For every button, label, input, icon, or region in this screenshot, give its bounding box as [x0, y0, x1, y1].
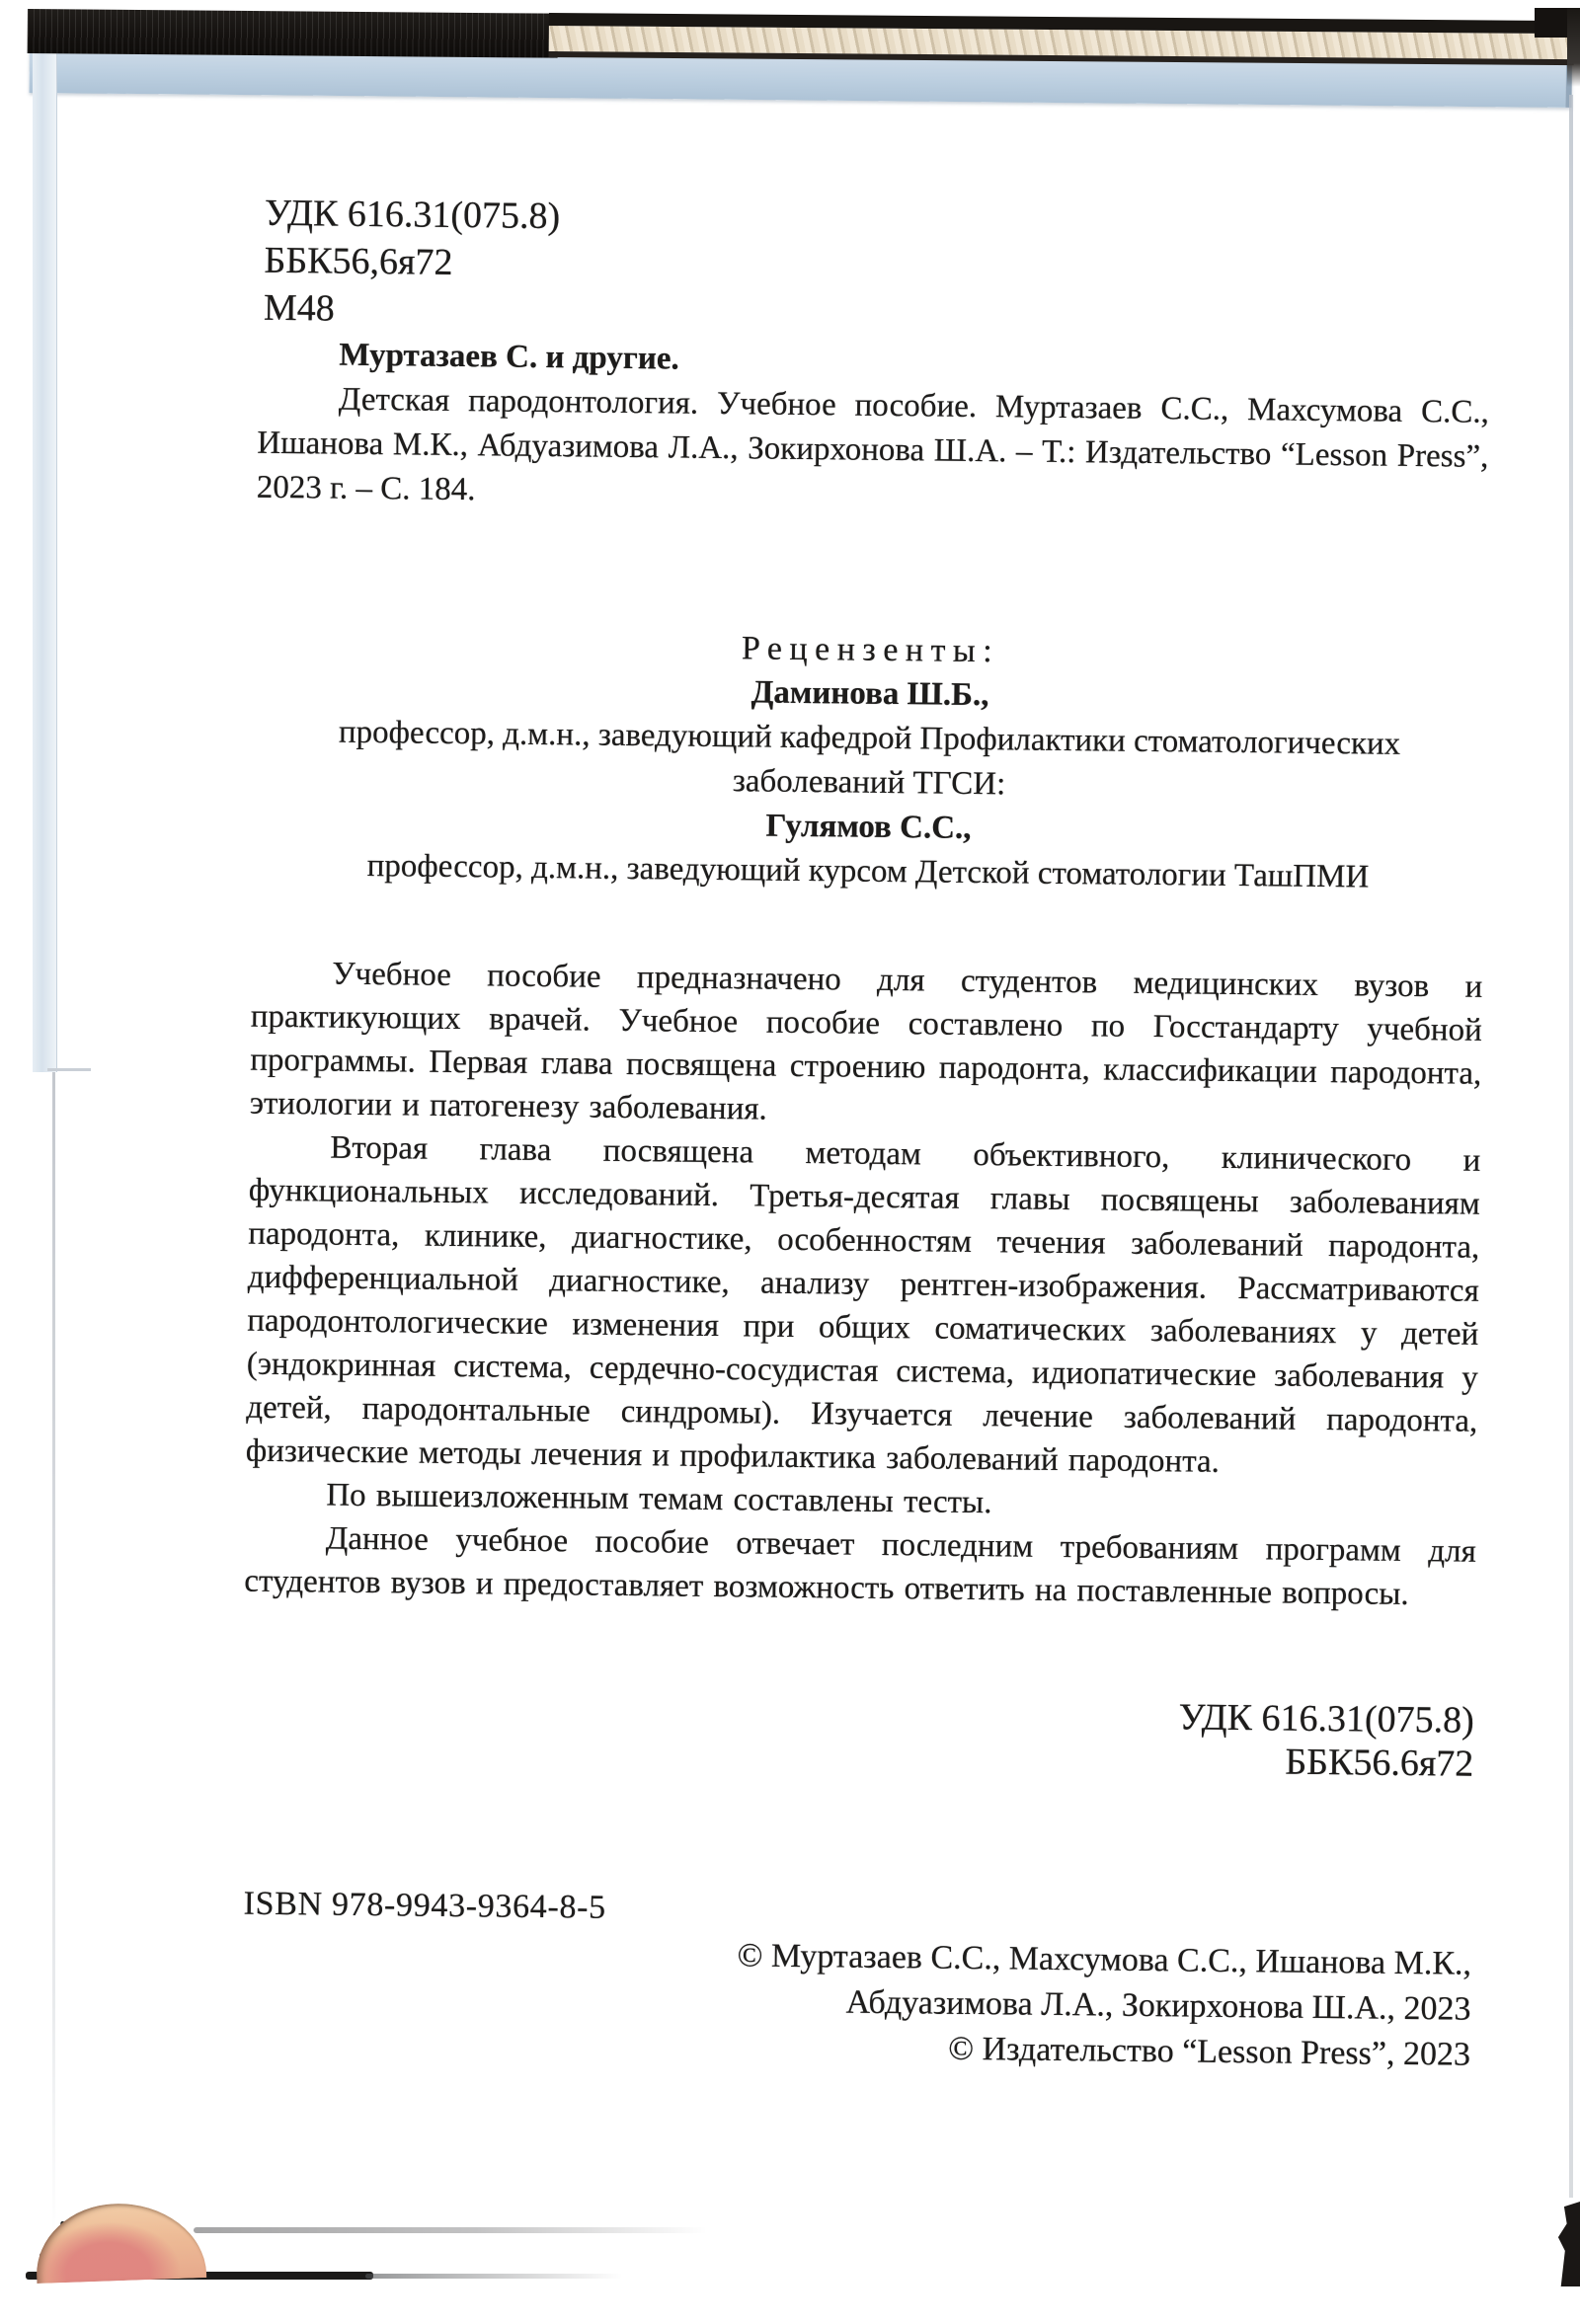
reviewer-name: Даминова Ш.Б., [750, 674, 989, 714]
classification-codes [264, 190, 957, 340]
bbk-code: ББК56,6я72 [264, 239, 453, 283]
reviewer-name: Гулямов С.С., [765, 808, 972, 846]
bbk-code-footer: ББК56.6я72 [1285, 1741, 1474, 1785]
copyright-line: © Издательство “Lesson Press”, 2023 [948, 2030, 1471, 2073]
annotation-paragraph: Учебное пособие предназначено для студентов медицинских вузов и практикующих врачей. Учебное пособие составлено по Госстандарту учебной программы. Первая глава посвящена строению пародонта, классификации пародонта, этиологии и патогенезу заболевания. [249, 956, 1483, 1127]
bibliographic-entry [257, 333, 1490, 524]
reviewers-heading: Рецензенты: [741, 630, 1000, 670]
copyright-section [239, 1928, 1471, 2078]
author-code: М48 [263, 286, 335, 330]
authors-line: Муртазаев С. и другие. [339, 337, 679, 377]
annotation-paragraph: Данное учебное пособие отвечает последним требованиям программ для студентов вузов и предоставляет возможность ответить на поставленные вопросы. [244, 1520, 1476, 1613]
classification-codes-footer [242, 1685, 1474, 1786]
annotation-paragraph: По вышеизложенным темам составлены тесты. [326, 1477, 992, 1521]
bibliography-text: Детская пародонтология. Учебное пособие. Муртазаев С.С., Махсумова С.С., Ишанова М.К., Абдуазимова Л.А., Зокирхонова Ш.А. – Т.: Издательство “Lesson Press”, 2023 г. – С. 184. [256, 381, 1490, 508]
reviewers-section [252, 621, 1486, 901]
isbn: ISBN 978-9943-9364-8-5 [243, 1885, 607, 1926]
copyright-line: Абдуазимова Л.А., Зокирхонова Ш.А., 2023 [845, 1983, 1471, 2028]
udc-code-footer: УДК 616.31(075.8) [1178, 1696, 1475, 1742]
udc-code: УДК 616.31(075.8) [264, 192, 561, 238]
annotation-paragraph: Вторая глава посвящена методам объективного, клинического и функциональных исследований. Третья-десятая главы посвящены заболеваниям пародонта, клинике, диагностике, особенностям течения заболеваний пародонта, дифференциальной диагностике, анализу рентген-изображения. Рассматриваются пародонтологические изменения при общих соматических заболеваниях у детей (эндокринная система, сердечно-сосудистая система, идиопатические заболевания у детей, пародонтальные синдромы). Изучается лечение заболеваний пародонта, физические методы лечения и профилактика заболеваний пародонта. [245, 1129, 1481, 1480]
corner-shadow-bottom-right [1557, 2202, 1580, 2286]
annotation-section [244, 952, 1482, 1617]
copyright-line: © Муртазаев С.С., Махсумова С.С., Ишанова М.К., [737, 1937, 1472, 1982]
reviewer-title: профессор, д.м.н., заведующий кафедрой Профилактики стоматологических заболеваний ТГСИ: [338, 714, 1401, 803]
reviewer-title: профессор, д.м.н., заведующий курсом Детской стоматологии ТашПМИ [366, 847, 1370, 895]
